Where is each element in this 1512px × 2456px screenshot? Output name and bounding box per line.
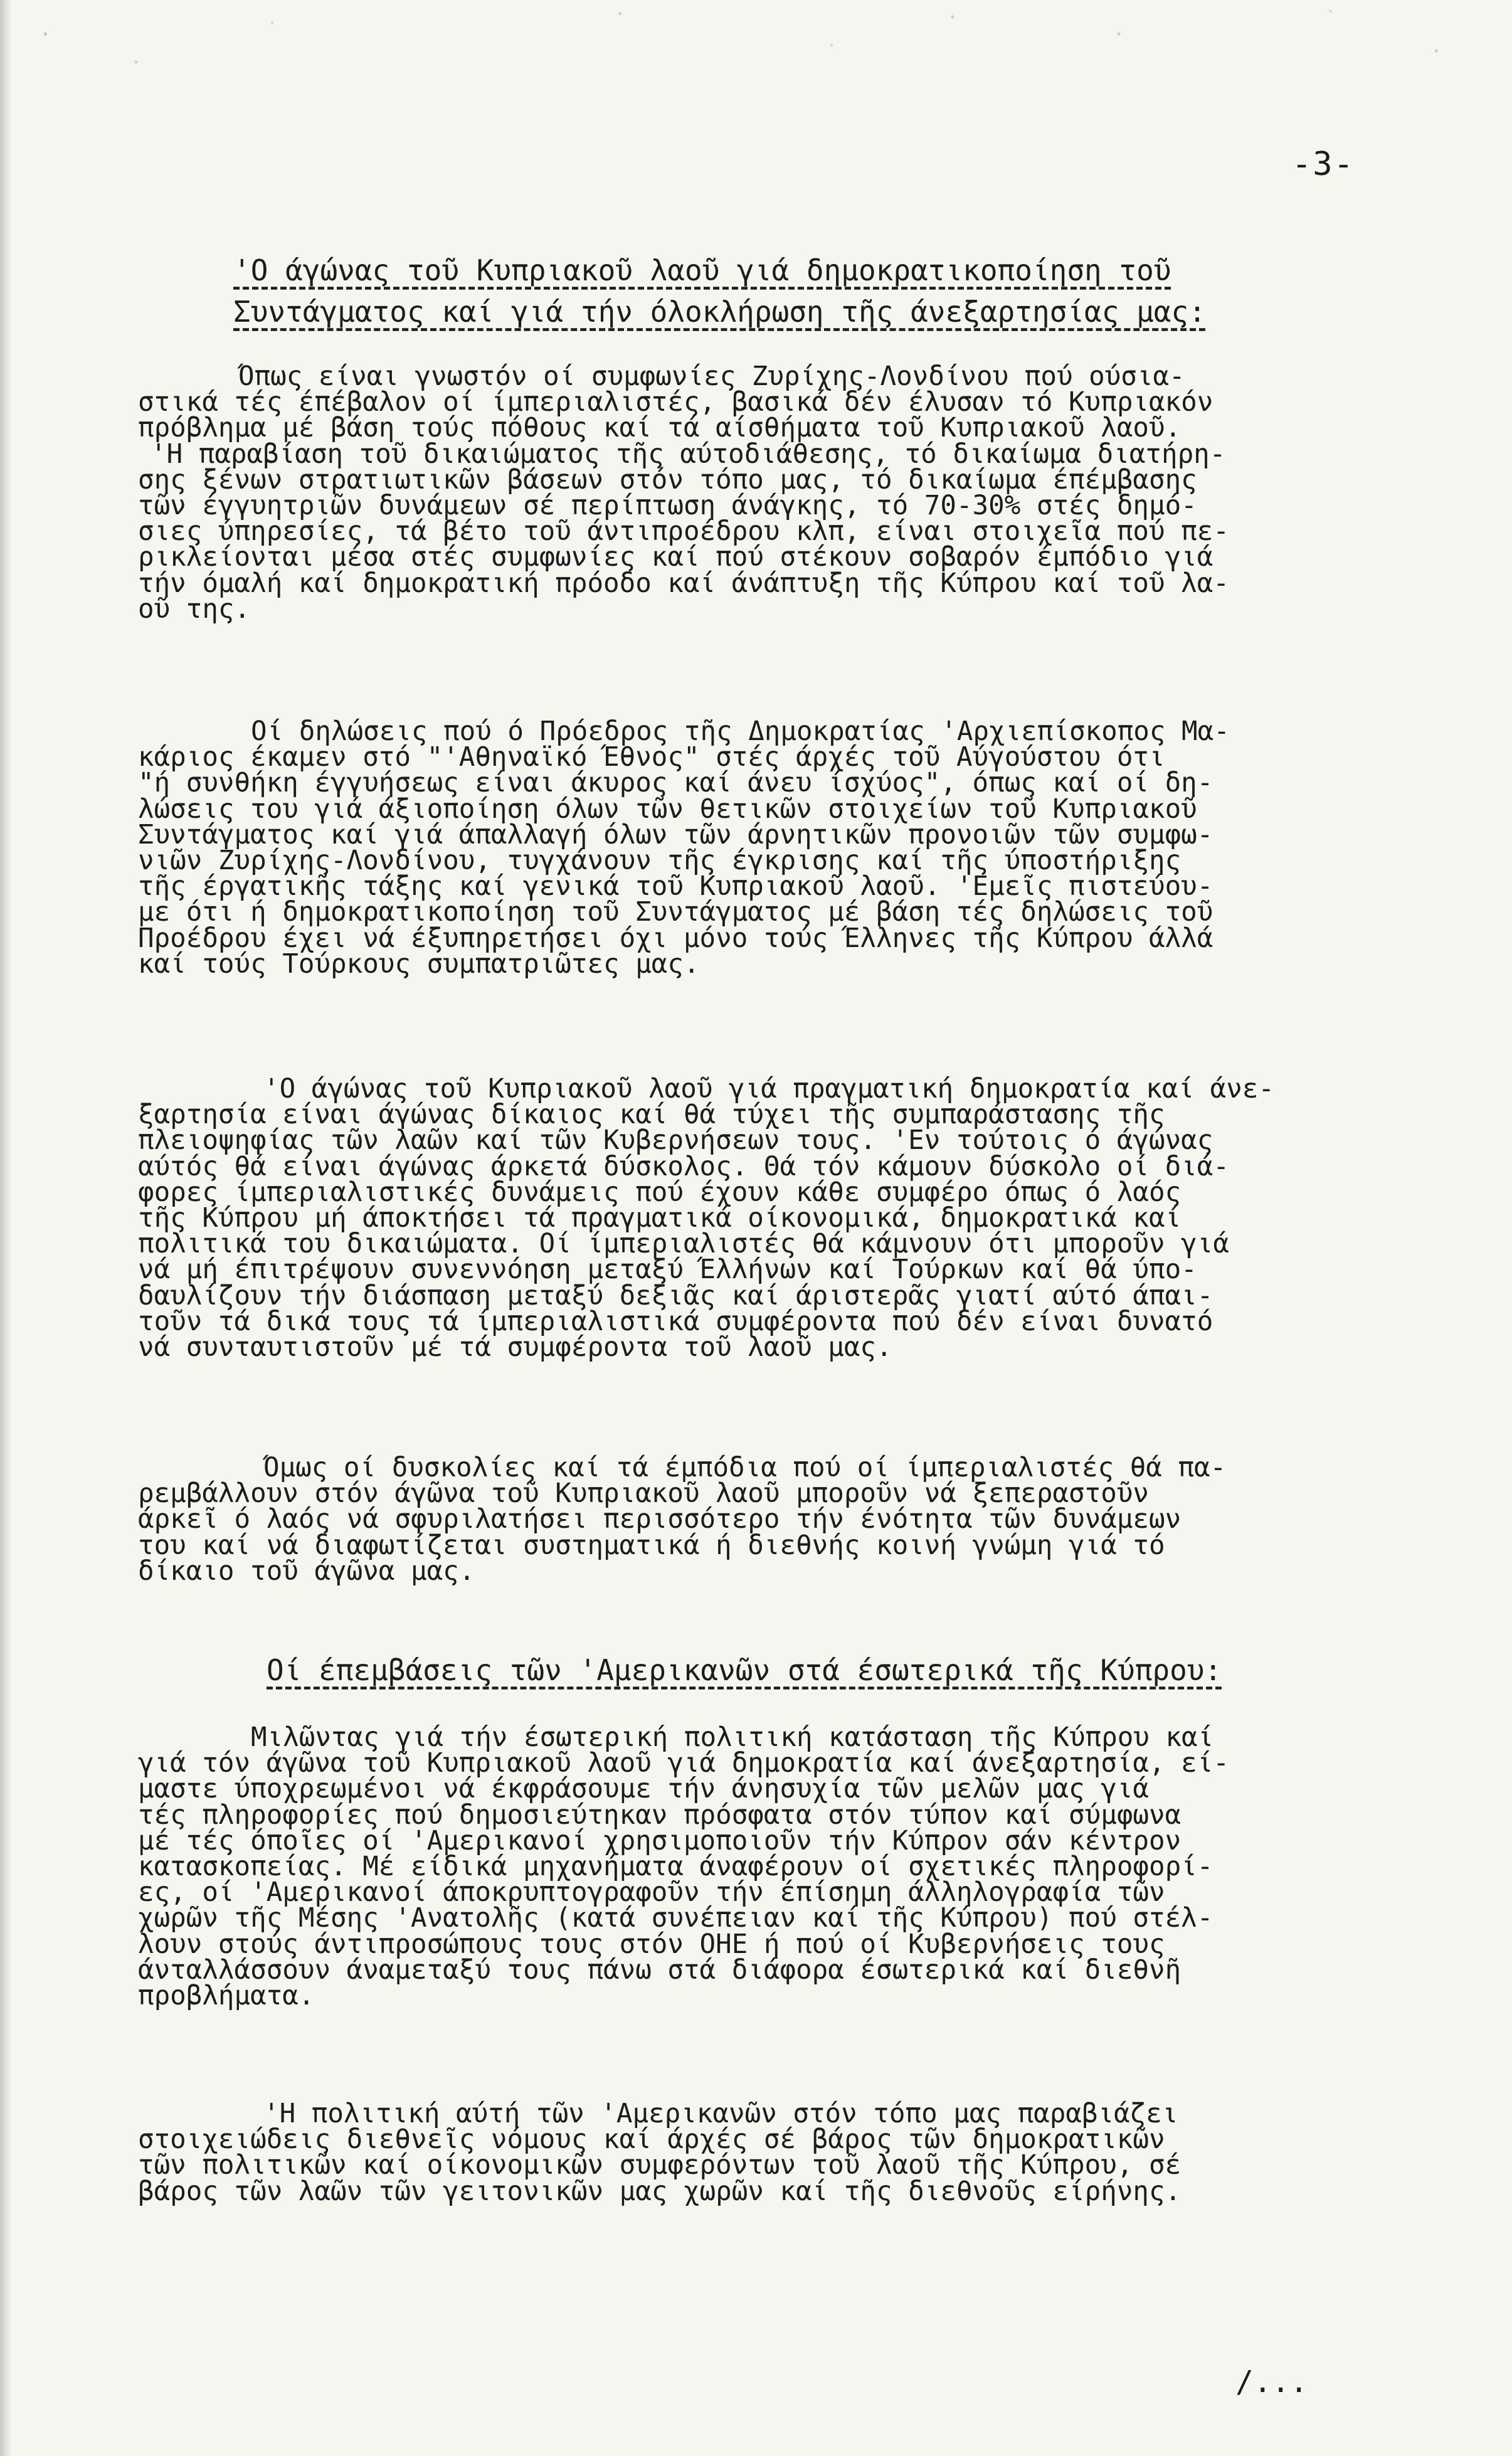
- text-line: Μιλῶντας γιά τήν έσωτερική πολιτική κατάσταση τῆς Κύπρου καί: [251, 1722, 1214, 1753]
- text-line: 'Η πολιτική αύτή τῶν 'Αμερικανῶν στόν τόπο μας παραβιάζει: [263, 2099, 1178, 2129]
- text-line: ες, οί 'Αμερικανοί άποκρυπτογραφοῦν τήν έπίσημη άλληλογραφία τῶν: [138, 1877, 1165, 1908]
- text-line: Συντάγματος καί γιά άπαλλαγή όλων τῶν άρνητικῶν προνοιῶν τῶν συμφω-: [138, 819, 1213, 850]
- text-line: στοιχειώδεις διεθνεῖς νόμους καί άρχές σέ βάρος τῶν δημοκρατικῶν: [138, 2124, 1165, 2156]
- paragraph-1: [138, 361, 1442, 625]
- text-line: 'Η παραβίαση τοῦ δικαιώματος τῆς αύτοδιάθεσης, τό δικαίωμα διατήρη-: [151, 438, 1226, 470]
- paragraph-3: [138, 1074, 1442, 1363]
- continuation-mark: /...: [1235, 2364, 1308, 2400]
- text-line: λουν στούς άντιπροσώπους τους στόν ΟΗΕ ή πού οί Κυβερνήσεις τους: [138, 1929, 1165, 1960]
- section-heading-2: Οί έπεμβάσεις τῶν 'Αμερικανῶν στά έσωτερικά τῆς Κύπρου:: [267, 1653, 1222, 1687]
- text-line: ξαρτησία είναι άγώνας δίκαιος καί θά τύχει τῆς συμπαράστασης τῆς: [138, 1099, 1165, 1131]
- text-line: νιῶν Ζυρίχης-Λονδίνου, τυγχάνουν τῆς έγκρισης καί τῆς ύποστήριξης: [138, 845, 1182, 876]
- section-heading-1-line-1: 'Ο άγώνας τοῦ Κυπριακοῦ λαοῦ γιά δημοκρατικοποίηση τοῦ: [233, 253, 1171, 287]
- text-line: κατασκοπείας. Μέ είδικά μηχανήματα άναφέρουν οί σχετικές πληροφορί-: [138, 1851, 1213, 1882]
- text-line: νά μή έπιτρέψουν συνεννόηση μεταξύ Έλλήνων καί Τούρκων καί θά ύπο-: [138, 1254, 1197, 1286]
- text-line: βάρος τῶν λαῶν τῶν γειτονικῶν μας χωρῶν καί τῆς διεθνοῦς είρήνης.: [138, 2176, 1182, 2207]
- text-line: Όπως είναι γνωστόν οί συμφωνίες Ζυρίχης-Λονδίνου πού ούσια-: [238, 361, 1185, 392]
- text-line: τῶν έγγυητριῶν δυνάμεων σέ περίπτωση άνάγκης, τό 70-30% στές δημό-: [138, 490, 1197, 521]
- text-line: οῦ της.: [138, 593, 251, 625]
- text-line: κάριος έκαμεν στό "'Αθηναϊκό Έθνος" στές άρχές τοῦ Αύγούστου ότι: [138, 742, 1165, 773]
- text-line: με ότι ή δημοκρατικοποίηση τοῦ Συντάγματος μέ βάση τές δηλώσεις τοῦ: [138, 897, 1213, 928]
- text-line: λώσεις του γιά άξιοποίηση όλων τῶν θετικῶν στοιχείων τοῦ Κυπριακοῦ: [138, 793, 1197, 825]
- paragraph-5: [138, 1722, 1442, 2011]
- text-line: "ή συνθήκη έγγυήσεως είναι άκυρος καί άνευ ίσχύος", όπως καί οί δη-: [138, 768, 1213, 799]
- text-line: τῶν πολιτικῶν καί οίκονομικῶν συμφερόντων τοῦ λαοῦ τῆς Κύπρου, σέ: [138, 2150, 1182, 2181]
- text-line: στικά τές έπέβαλον οί ίμπεριαλιστές, βασικά δέν έλυσαν τό Κυπριακόν: [138, 387, 1213, 418]
- text-line: φορες ίμπεριαλιστικές δυνάμεις πού έχουν κάθε συμφέρο όπως ό λαός: [138, 1177, 1182, 1208]
- text-line: καί τούς Τούρκους συμπατριῶτες μας.: [138, 948, 700, 980]
- text-line: άρκεῖ ό λαός νά σφυριλατήσει περισσότερο τήν ένότητα τῶν δυνάμεων: [138, 1504, 1182, 1535]
- text-line: Προέδρου έχει νά έξυπηρετήσει όχι μόνο τούς Έλληνες τῆς Κύπρου άλλά: [138, 923, 1213, 954]
- text-line: άνταλλάσσουν άναμεταξύ τους πάνω στά διάφορα έσωτερικά καί διεθνῆ: [138, 1954, 1182, 1986]
- text-line: πολιτικά του δικαιώματα. Οί ίμπεριαλιστές θά κάμνουν ότι μποροῦν γιά: [138, 1229, 1229, 1260]
- text-line: χωρῶν τῆς Μέσης 'Ανατολῆς (κατά συνέπειαν καί τῆς Κύπρου) πού στέλ-: [138, 1903, 1213, 1934]
- text-line: σιες ύπηρεσίες, τά βέτο τοῦ άντιπροέδρου κλπ, είναι στοιχεῖα πού πε-: [138, 516, 1229, 548]
- text-line: πλειοψηφίας τῶν λαῶν καί τῶν Κυβερνήσεων τους. 'Εν τούτοις ό άγώνας: [138, 1125, 1213, 1157]
- text-line: δαυλίζουν τήν διάσπαση μεταξύ δεξιᾶς καί άριστερᾶς γιατί αύτό άπαι-: [138, 1280, 1213, 1311]
- text-line: του καί νά διαφωτίζεται συστηματικά ή διεθνής κοινή γνώμη γιά τό: [138, 1530, 1165, 1561]
- text-line: τοῦν τά δικά τους τά ίμπεριαλιστικά συμφέροντα πού δέν είναι δυνατό: [138, 1306, 1213, 1337]
- text-line: ρεμβάλλουν στόν άγῶνα τοῦ Κυπριακοῦ λαοῦ μποροῦν νά ξεπεραστοῦν: [138, 1478, 1149, 1510]
- text-line: ρικλείονται μέσα στές συμφωνίες καί πού στέκουν σοβαρόν έμπόδιο γιά: [138, 542, 1213, 573]
- text-line: αύτός θά είναι άγώνας άρκετά δύσκολος. Θά τόν κάμουν δύσκολο οί διά-: [138, 1151, 1229, 1182]
- text-line: τῆς Κύπρου μή άποκτήσει τά πραγματικά οίκονομικά, δημοκρατικά καί: [138, 1202, 1182, 1234]
- text-line: σης ξένων στρατιωτικῶν βάσεων στόν τόπο μας, τό δικαίωμα έπέμβασης: [138, 464, 1197, 495]
- paragraph-6: [138, 2101, 1442, 2205]
- text-line: νά συνταυτιστοῦν μέ τά συμφέροντα τοῦ λαοῦ μας.: [138, 1331, 892, 1363]
- section-heading-1-line-2: Συντάγματος καί γιά τήν όλοκλήρωση τῆς άνεξαρτησίας μας:: [233, 295, 1206, 329]
- scan-edge-shadow: [0, 0, 11, 2456]
- text-line: γιά τόν άγῶνα τοῦ Κυπριακοῦ λαοῦ γιά δημοκρατία καί άνεξαρτησία, εί-: [138, 1748, 1229, 1779]
- text-line: πρόβλημα μέ βάση τούς πόθους καί τά αίσθήματα τοῦ Κυπριακοῦ λαοῦ.: [138, 413, 1182, 444]
- page-number: -3-: [1292, 146, 1355, 183]
- text-line: μέ τές όποῖες οί 'Αμερικανοί χρησιμοποιοῦν τήν Κύπρον σάν κέντρον: [138, 1825, 1182, 1856]
- text-line: προβλήματα.: [138, 1980, 315, 2011]
- text-line: τήν όμαλή καί δημοκρατική πρόοδο καί άνάπτυξη τῆς Κύπρου καί τοῦ λα-: [138, 568, 1229, 599]
- text-line: 'Ο άγώνας τοῦ Κυπριακοῦ λαοῦ γιά πραγματική δημοκρατία καί άνε-: [263, 1074, 1274, 1104]
- text-line: τῆς έργατικῆς τάξης καί γενικά τοῦ Κυπριακοῦ λαοῦ. 'Εμεῖς πιστεύου-: [138, 871, 1213, 902]
- paragraph-2: [138, 716, 1442, 980]
- text-line: Οί δηλώσεις πού ό Πρόεδρος τῆς Δημοκρατίας 'Αρχιεπίσκοπος Μα-: [251, 716, 1230, 747]
- text-line: δίκαιο τοῦ άγῶνα μας.: [138, 1555, 475, 1587]
- paragraph-4: [138, 1453, 1442, 1587]
- text-line: Όμως οί δυσκολίες καί τά έμπόδια πού οί ίμπεριαλιστές θά πα-: [263, 1453, 1227, 1483]
- text-line: τές πληροφορίες πού δημοσιεύτηκαν πρόσφατα στόν τύπον καί σύμφωνα: [138, 1799, 1182, 1831]
- text-line: μαστε ύποχρεωμένοι νά έκφράσουμε τήν άνησυχία τῶν μελῶν μας γιά: [138, 1774, 1149, 1805]
- scan-noise: [0, 0, 1512, 113]
